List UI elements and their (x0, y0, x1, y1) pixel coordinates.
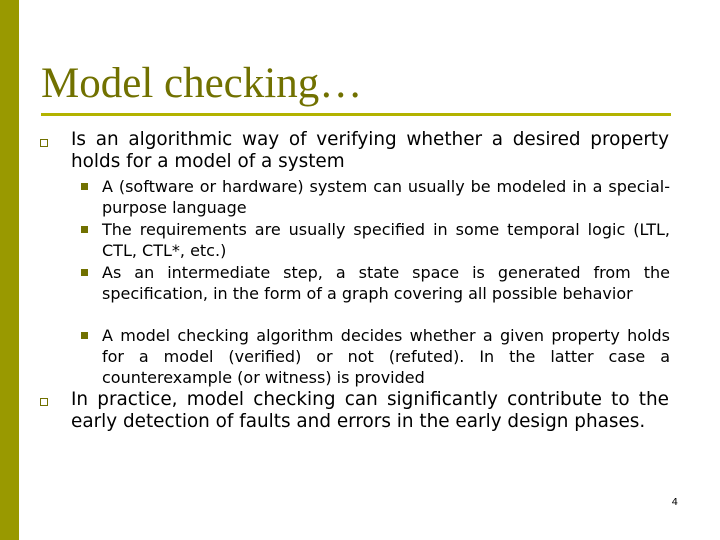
hollow-square-bullet-icon (40, 139, 48, 147)
page-number: 4 (671, 497, 678, 508)
hollow-square-bullet-icon (40, 398, 48, 406)
sidebar-accent-bar (0, 0, 19, 540)
bullet-item-1: Is an algorithmic way of verifying whether a desired property holds for a model of a system (71, 129, 669, 172)
filled-square-bullet-icon (81, 332, 88, 339)
filled-square-bullet-icon (81, 269, 88, 276)
sub-bullet-item-2: The requirements are usually specified in some temporal logic (LTL, CTL, CTL*, etc.) (102, 220, 670, 260)
filled-square-bullet-icon (81, 226, 88, 233)
filled-square-bullet-icon (81, 183, 88, 190)
sub-bullet-item-1: A (software or hardware) system can usually be modeled in a special-purpose language (102, 177, 670, 217)
slide-title: Model checking… (41, 60, 363, 107)
title-underline (41, 113, 671, 116)
sub-bullet-item-4: A model checking algorithm decides whether a given property holds for a model (verified) or not (refuted). In the latter case a counterexample (or witness) is provided (102, 326, 670, 387)
sub-bullet-item-3: As an intermediate step, a state space is generated from the specification, in the form of a graph covering all possible behavior (102, 263, 670, 303)
bullet-item-2: In practice, model checking can significantly contribute to the early detection of faults and errors in the early design phases. (71, 389, 669, 432)
